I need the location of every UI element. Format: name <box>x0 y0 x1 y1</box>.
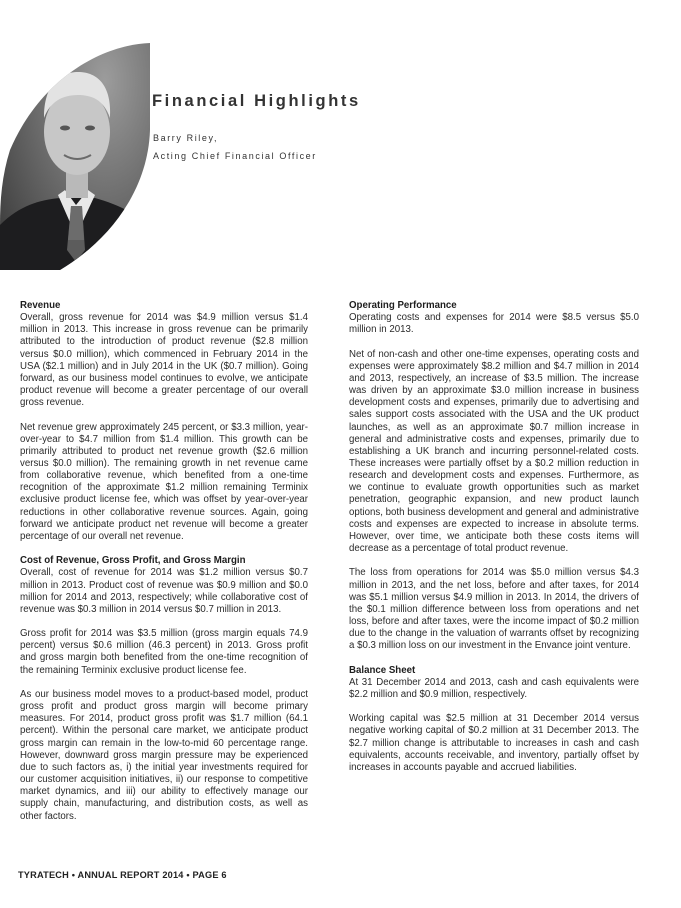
operating-heading: Operating Performance <box>349 300 457 311</box>
balance-paragraph-1: At 31 December 2014 and 2013, cash and cash equivalents were $2.2 million and $0.9 million, respectively. <box>349 676 639 700</box>
cost-paragraph-1: Overall, cost of revenue for 2014 was $1.2 million versus $0.7 million in 2013. Product cost of revenue was $0.9 million and $0.0 million for 2014 and 2013, respectively; while collaborative cost of revenue was $0.3 million in 2014 versus $0.7 million in 2013. <box>20 567 308 615</box>
cost-paragraph-3: As our business model moves to a product-based model, product gross profit and product gross margin will become primary measures. For 2014, product gross profit was $1.7 million (64.1 percent). Within the personal care market, we anticipate product gross margin can remain in the low-to-mid 60 percentage range. However, downward gross margin pressure may be experienced due to such factors as, i) the initial year investments required for our customer acquisition initiatives, ii) our response to competitive market dynamics, and iii) our ability to effectively manage our supply chain, manufacturing, and distribution costs, as well as other factors. <box>20 688 308 822</box>
left-column <box>20 300 308 835</box>
revenue-paragraph-2: Net revenue grew approximately 245 percent, or $3.3 million, year-over-year to $4.7 million from $1.4 million. This growth can be primarily attributed to product net revenue growth ($2.6 million versus $0.0 million). The remaining growth in net revenue came from collaborative revenue, which benefited from a one-time recognition of the approximate $1.2 million remaining Terminix exclusive product license fee, which was offset by year-over-year reductions in other collaborative revenue sources. Again, going forward we anticipate product net revenue will become a greater percentage of our overall net revenue. <box>20 421 308 542</box>
operating-paragraph-3: The loss from operations for 2014 was $5.0 million versus $4.3 million in 2013, and the net loss, before and after taxes, for 2014 was $5.1 million versus $4.9 million in 2013. In 2014, the drivers of the $0.1 million difference between loss from operations and net loss, before and after taxes, were the income impact of $0.2 million due to the change in the valuation of warrants offset by recognizing a $0.3 million loss on our investment in the Envance joint venture. <box>349 567 639 652</box>
balance-heading: Balance Sheet <box>349 664 416 676</box>
revenue-heading: Revenue <box>20 300 61 311</box>
balance-paragraph-2: Working capital was $2.5 million at 31 December 2014 versus negative working capital of $0.2 million at 31 December 2013. The $2.7 million change is attributable to increases in cash and cash equivalents, accounts receivable, and inventory, partially offset by increases in accounts payable and accrued liabilities. <box>349 713 639 773</box>
executive-portrait <box>0 0 150 270</box>
cost-paragraph-2: Gross profit for 2014 was $3.5 million (gross margin equals 74.9 percent) versus $0.6 million (46.3 percent) in 2013. Gross profit and gross margin both benefited from the one-time recognition of the remaining Terminix exclusive product license fee. <box>20 628 308 676</box>
revenue-paragraph-1: Overall, gross revenue for 2014 was $4.9 million versus $1.4 million in 2013. This increase in gross revenue can be primarily attributed to the introduction of product revenue ($2.8 million versus $0.0 million), which commenced in February 2014 in the USA ($2.1 million) and in July 2014 in the UK ($0.7 million). Going forward, as our business model continues to evolve, we anticipate product revenue will become a greater percentage of our overall gross revenue. <box>20 312 308 409</box>
right-column <box>349 300 639 786</box>
author-name: Barry Riley, <box>153 133 219 143</box>
operating-paragraph-2: Net of non-cash and other one-time expenses, operating costs and expenses were approximately $8.2 million and $4.7 million in 2014 and 2013, respectively, an increase of $3.5 million. The increase was driven by an approximate $3.0 million increase in business development costs and expenses, primarily due to advertising and sales support costs associated with the USA and the UK product launches, as well as an approximate $0.7 million increase in general and administrative costs and expenses, primarily due to establishing a UK branch and incurring personnel-related costs. These increases were partially offset by a $0.2 million reduction in research and development costs and expenses. Furthermore, as we continue to evaluate growth opportunities such as market penetration, geographic expansion, and new product launch options, both business development and general and administrative costs and expenses are expected to increase in absolute terms. However, over time, we anticipate both these costs items will decrease as a percentage of total product revenue. <box>349 348 639 555</box>
author-byline <box>153 129 317 165</box>
cost-heading: Cost of Revenue, Gross Profit, and Gross Margin <box>20 555 246 567</box>
author-role: Acting Chief Financial Officer <box>153 151 317 161</box>
page-title: Financial Highlights <box>152 92 361 110</box>
page-footer: TYRATECH • ANNUAL REPORT 2014 • PAGE 6 <box>18 870 227 880</box>
operating-paragraph-1: Operating costs and expenses for 2014 were $8.5 versus $5.0 million in 2013. <box>349 312 639 336</box>
